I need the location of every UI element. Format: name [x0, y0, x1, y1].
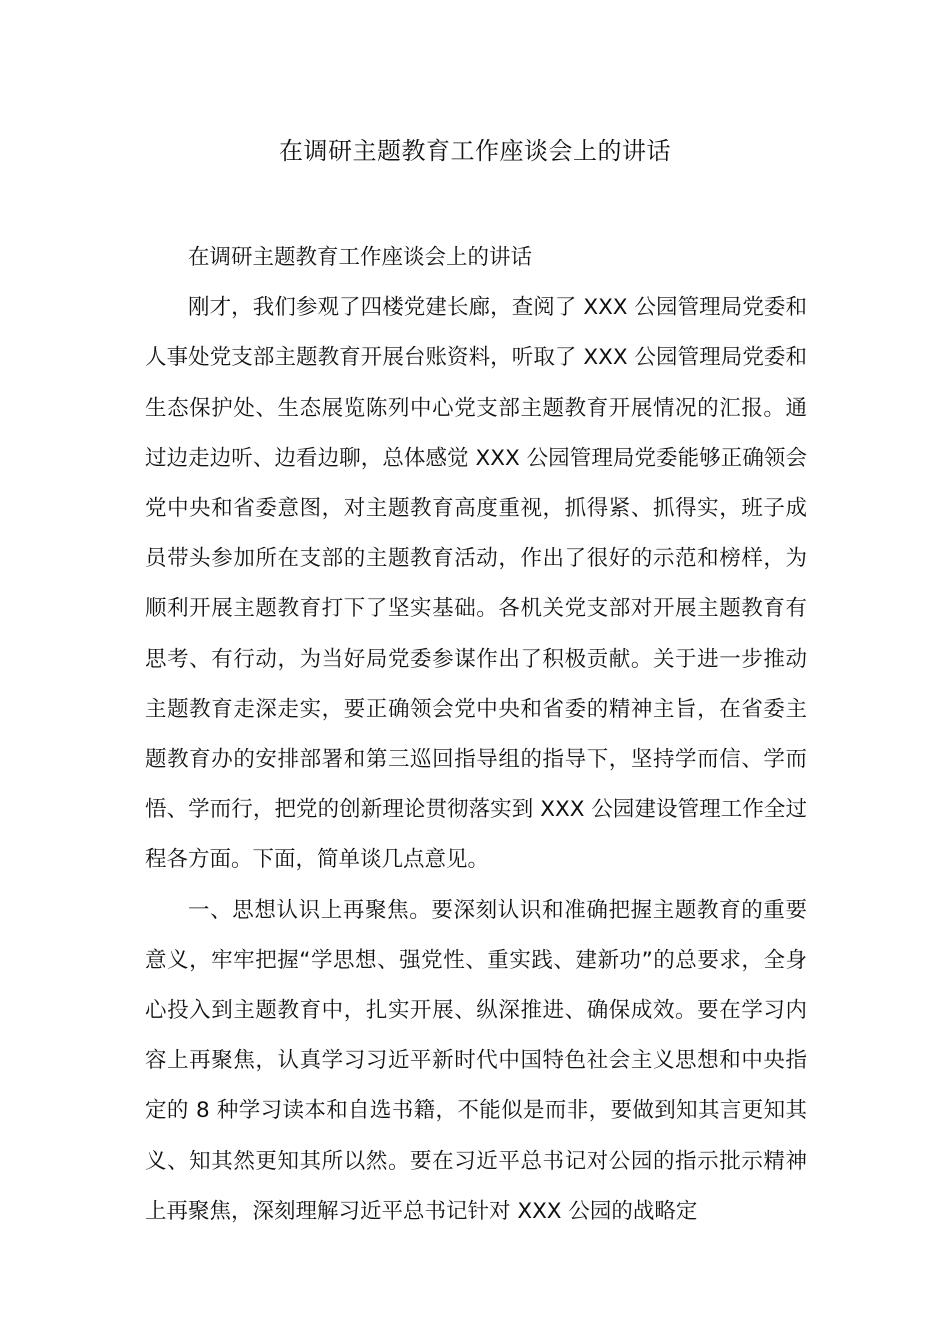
paragraph: 刚才，我们参观了四楼党建长廊，查阅了 XXX 公园管理局党委和人事处党支部主题教育开展台账资料，听取了 XXX 公园管理局党委和生态保护处、生态展览陈列中心党支部主题教育开展情况的汇报。通过边走边听、边看边聊，总体感觉 XXX 公园管理局党委能够正确领会党中央和省委意图，对主题教育高度重视，抓得紧、抓得实，班子成员带头参加所在支部的主题教育活动，作出了很好的示范和榜样，为顺利开展主题教育打下了坚实基础。各机关党支部对开展主题教育有思考、有行动，为当好局党委参谋作出了积极贡献。关于进一步推动主题教育走深走实，要正确领会党中央和省委的精神主旨，在省委主题教育办的安排部署和第三巡回指导组的指导下，坚持学而信、学而悟、学而行，把党的创新理论贯彻落实到 XXX 公园建设管理工作全过程各方面。下面，简单谈几点意见。: [145, 295, 807, 873]
document-body: [145, 233, 807, 1237]
paragraph: 一、思想认识上再聚焦。要深刻认识和准确把握主题教育的重要意义，牢牢把握“学思想、强党性、重实践、建新功”的总要求，全身心投入到主题教育中，扎实开展、纵深推进、确保成效。要在学习内容上再聚焦，认真学习习近平新时代中国特色社会主义思想和中央指定的 8 种学习读本和自选书籍，不能似是而非，要做到知其言更知其义、知其然更知其所以然。要在习近平总书记对公园的指示批示精神上再聚焦，深刻理解习近平总书记针对 XXX 公园的战略定: [145, 897, 807, 1224]
document-title: 在调研主题教育工作座谈会上的讲话: [279, 137, 671, 165]
paragraph: 在调研主题教育工作座谈会上的讲话: [188, 245, 533, 270]
